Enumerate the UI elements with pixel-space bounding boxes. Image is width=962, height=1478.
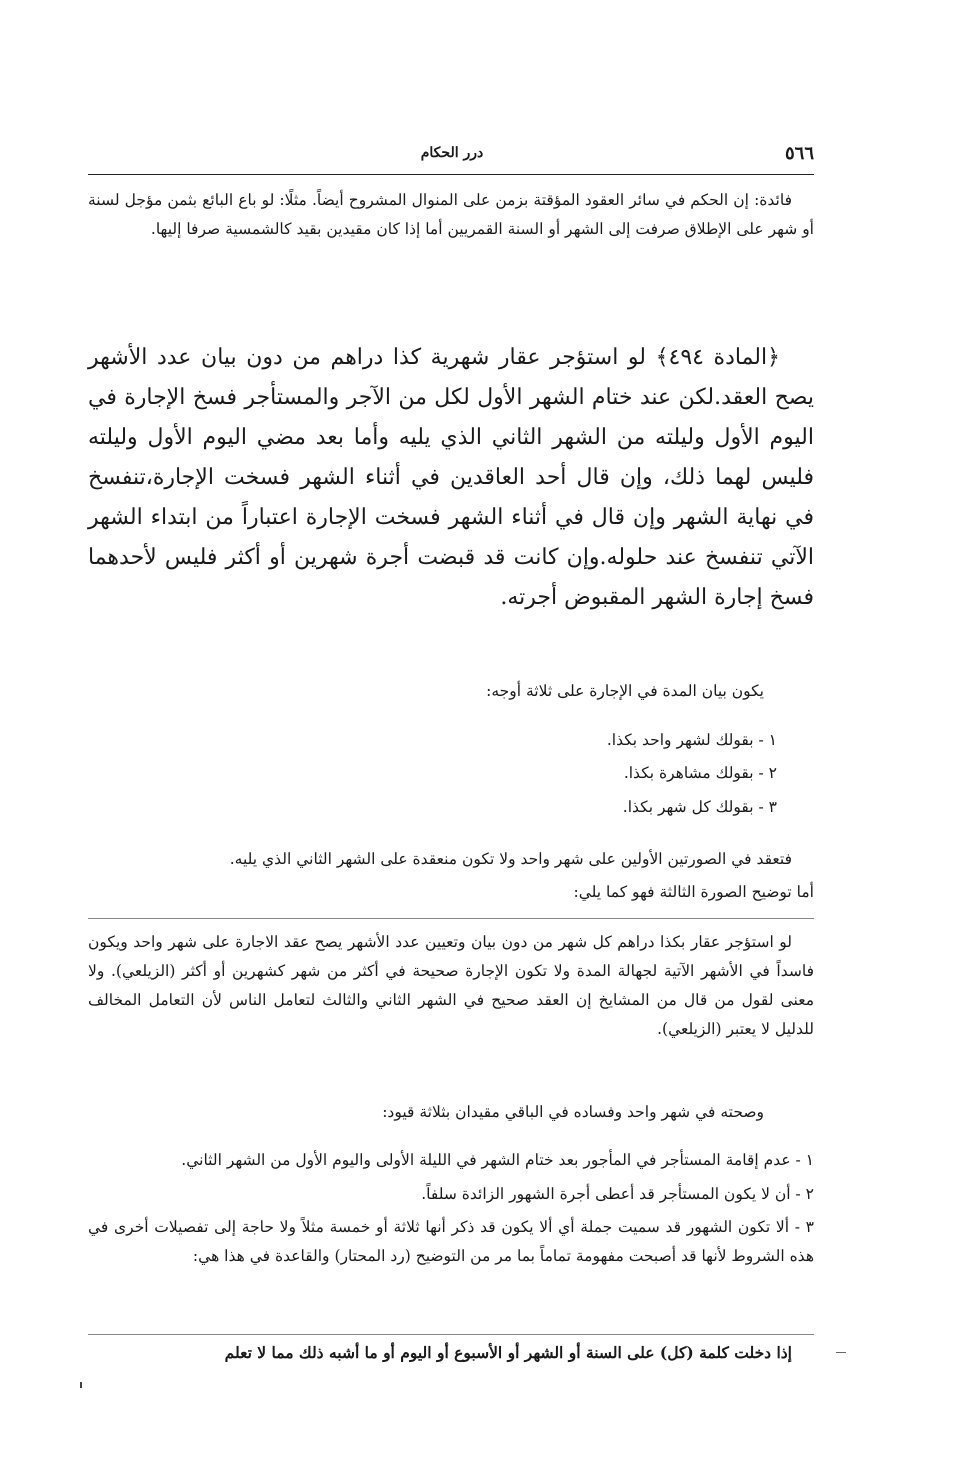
first-two-ways-line: فتعقد في الصورتين الأولين على شهر واحد ولا تكون منعقدة على الشهر الثاني الذي يليه. (229, 850, 792, 868)
margin-dot (80, 1382, 82, 1388)
conditions-intro: وصحته في شهر واحد وفساده في الباقي مقيدان بثلاثة قيود: (382, 1103, 764, 1121)
third-way-intro: أما توضيح الصورة الثالثة فهو كما يلي: (573, 883, 814, 901)
running-title: درر الحكام (420, 145, 484, 161)
condition-item-1: ١ - عدم إقامة المستأجر في المأجور بعد ختام الشهر في الليلة الأولى واليوم الأول من الشهر الثاني. (181, 1151, 814, 1169)
way-item-2: ٢ - بقولك مشاهرة بكذا. (623, 764, 777, 782)
margin-mark (836, 1352, 846, 1353)
rule-paragraph: إذا دخلت كلمة (كل) على السنة أو الشهر أو الأسبوع أو اليوم أو ما أشبه ذلك مما لا تعلم (224, 1343, 792, 1362)
paragraph-divider (88, 918, 814, 919)
page-number: ٥٦٦ (784, 143, 814, 164)
benefit-note: فائدة: إن الحكم في سائر العقود المؤقتة بزمن على المنوال المشروح أيضاً. مثلًا: لو باع البائع بثمن مؤجل لسنة أو شهر على الإطلاق صرفت إلى الشهر أو السنة القمريين أما إذا كان مقيدين بقيد كالشمسية صرفا إليها. (88, 191, 814, 238)
header-rule (88, 174, 814, 175)
rule-divider (88, 1334, 814, 1335)
third-way-paragraph: لو استؤجر عقار بكذا دراهم كل شهر من دون بيان وتعيين عدد الأشهر يصح عقد الاجارة على شهر واحد ويكون فاسداً في الأشهر الآتية لجهالة المدة ولا تكون الإجارة صحيحة في أكثر من شهر كشهرين أو أكثر (الزيلعي). ولا معنى لقول من قال من المشايخ إن العقد صحيح في الشهر الثاني والثالث لتعامل الناس لأن التعامل المخالف للدليل لا يعتبر (الزيلعي). (88, 933, 814, 1038)
way-item-3: ٣ - بقولك كل شهر بكذا. (622, 798, 777, 816)
condition-item-3: ٣ - ألا تكون الشهور قد سميت جملة أي ألا يكون قد ذكر أنها ثلاثة أو خمسة مثلاً ولا حاجة إلى تفصيلات أخرى في هذه الشروط لأنها قد أصبحت مفهومة تماماً بما مر من التوضيح (رد المحتار) والقاعدة في هذا هي: (88, 1218, 814, 1265)
condition-item-2: ٢ - أن لا يكون المستأجر قد أعطى أجرة الشهور الزائدة سلفاً. (421, 1185, 814, 1203)
article-494: ﴿المادة ٤٩٤﴾ لو استؤجر عقار شهرية كذا دراهم من دون بيان عدد الأشهر يصح العقد.لكن عند ختام الشهر الأول لكل من الآجر والمستأجر فسخ الإجارة في اليوم الأول وليلته من الشهر الثاني الذي يليه وأما بعد مضي اليوم الأول وليلته فليس لهما ذلك، وإن قال أحد العاقدين في أثناء الشهر فسخت الإجارة،تنفسخ في نهاية الشهر وإن قال في أثناء الشهر فسخت الإجارة اعتباراً من ابتداء الشهر الآتي تنفسخ عند حلوله.وإن كانت قد قبضت أجرة شهرين أو أكثر فليس لأحدهما فسخ إجارة الشهر المقبوض أجرته. (88, 345, 814, 610)
way-item-1: ١ - بقولك لشهر واحد بكذا. (606, 731, 777, 749)
page-header (90, 143, 814, 169)
commentary-intro: يكون بيان المدة في الإجارة على ثلاثة أوجه: (486, 682, 764, 700)
